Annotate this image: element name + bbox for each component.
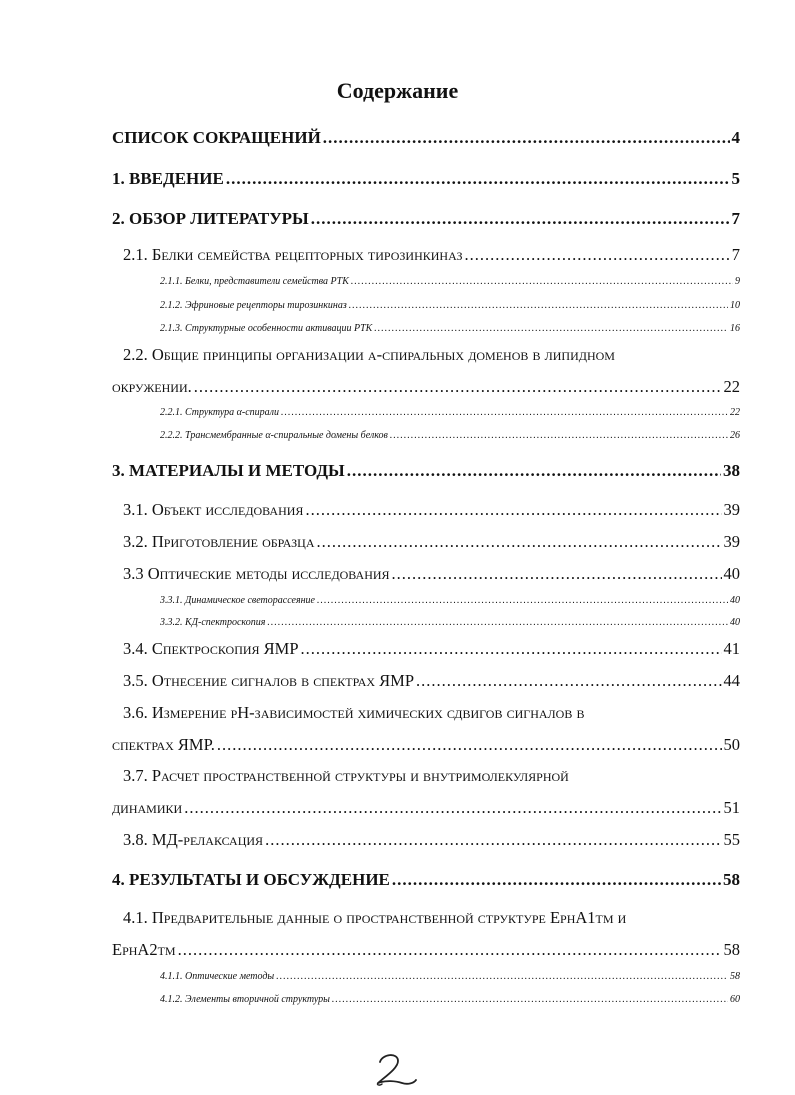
toc-entry: [160, 430, 740, 441]
toc-entry: [112, 209, 740, 229]
toc-entry-page: 58: [730, 971, 740, 982]
toc-entry-label: 2.1.1. Белки, представители семейства РТК: [160, 276, 349, 287]
toc-entry-page: 5: [731, 169, 740, 188]
toc-entry-label: СПИСОК СОКРАЩЕНИЙ: [112, 128, 321, 147]
toc-entry: [123, 245, 740, 265]
toc-entry-page: 7: [731, 245, 740, 264]
toc-entry-label: 3. МАТЕРИАЛЫ И МЕТОДЫ: [112, 461, 345, 480]
toc-entry-label: 2.2.1. Структура α-спирали: [160, 407, 280, 418]
toc-entry: [123, 532, 740, 552]
toc-entry: [160, 323, 740, 334]
dot-leader: [265, 830, 721, 850]
dot-leader: [281, 407, 728, 418]
handwritten-page-number: [372, 1050, 420, 1088]
dot-leader: [416, 671, 721, 691]
toc-entry-label: 3.3.1. Динамическое светорассеяние: [160, 595, 315, 606]
dot-leader: [374, 323, 728, 334]
toc-title: Содержание: [336, 78, 459, 103]
toc-entry: [160, 971, 740, 982]
toc-entry-label: 1. ВВЕДЕНИЕ: [112, 169, 224, 188]
toc-entry-label: EphA2tm: [112, 940, 176, 959]
toc-entry-label: 3.4. Спектроскопия ЯМР: [123, 639, 299, 658]
dot-leader: [194, 377, 722, 397]
dot-leader: [332, 994, 728, 1005]
toc-entry-label: 3.3.2. КД-спектроскопия: [160, 617, 266, 628]
toc-entry-label: 3.2. Приготовление образца: [123, 532, 315, 551]
toc-entry-page: 41: [723, 639, 740, 658]
toc-entry: [112, 940, 740, 960]
dot-leader: [217, 735, 722, 755]
dot-leader: [184, 798, 721, 818]
toc-entry: [123, 500, 740, 520]
toc-entry-page: 58: [723, 940, 740, 959]
toc-entry-page: 4: [731, 128, 740, 147]
toc-entry-page: 50: [723, 735, 740, 754]
toc-entry-page: 7: [731, 209, 740, 228]
toc-entry-page: 10: [730, 300, 740, 311]
toc-entry: [112, 169, 740, 189]
toc-entry-page: 40: [723, 564, 740, 583]
toc-entry-label-line1: 3.6. Измерение pH-зависимостей химических сдвигов сигналов в: [123, 703, 585, 722]
toc-entry: [112, 870, 740, 890]
toc-entry: [160, 300, 740, 311]
toc-entry: [123, 639, 740, 659]
toc-entry-label: 2.2.2. Трансмембранные α-спиральные домены белков: [160, 430, 388, 441]
toc-entry-page: 22: [723, 377, 740, 396]
dot-leader: [301, 639, 722, 659]
toc-entry-label: 2.1. Белки семейства рецепторных тирозинкиназ: [123, 245, 463, 264]
toc-entry-label: 3.8. МД-релаксация: [123, 830, 264, 849]
toc-entry: [123, 671, 740, 691]
toc-entry-page: 40: [730, 617, 740, 628]
toc-entry-page: 9: [735, 276, 740, 287]
dot-leader: [351, 276, 733, 287]
dot-leader: [392, 870, 721, 890]
toc-entry-page: 44: [723, 671, 740, 690]
toc-entry: [123, 830, 740, 850]
dot-leader: [276, 971, 728, 982]
toc-entry-page: 51: [723, 798, 740, 817]
toc-entry-page: 39: [723, 500, 740, 519]
dot-leader: [323, 128, 730, 148]
toc-entry-page: 58: [723, 870, 740, 889]
toc-entry-label-line1: 4.1. Предварительные данные о пространственной структуре EphA1tm и: [123, 908, 627, 927]
toc-entry-page: 40: [730, 595, 740, 606]
toc-entry-page: 38: [723, 461, 740, 480]
toc-entry: [112, 735, 740, 755]
toc-entry: [112, 128, 740, 148]
dot-leader: [178, 940, 722, 960]
dot-leader: [464, 245, 729, 265]
toc-entry-page: 26: [730, 430, 740, 441]
toc-entry-label-line1: 2.2. Общие принципы организации а-спиральных доменов в липидном: [123, 345, 615, 364]
toc-entry: [160, 595, 740, 606]
toc-entry-page: 60: [730, 994, 740, 1005]
toc-entry: [160, 407, 740, 418]
toc-entry: [160, 617, 740, 628]
toc-entry-label: 3.1. Объект исследования: [123, 500, 304, 519]
dot-leader: [349, 300, 728, 311]
dot-leader: [316, 532, 721, 552]
toc-entry-label: 4.1.1. Оптические методы: [160, 971, 275, 982]
toc-entry-label-line1: 3.7. Расчет пространственной структуры и внутримолекулярной: [123, 766, 569, 785]
toc-entry-label: окружении.: [112, 377, 192, 396]
dot-leader: [267, 617, 728, 628]
toc-entry-page: 22: [730, 407, 740, 418]
toc-entry-label: спектрах ЯМР.: [112, 735, 215, 754]
toc-entry-label: 3.5. Отнесение сигналов в спектрах ЯМР: [123, 671, 415, 690]
dot-leader: [392, 564, 722, 584]
toc-entry: [112, 377, 740, 397]
toc-entry-label: 3.3 Оптические методы исследования: [123, 564, 390, 583]
toc-entry-page: 55: [723, 830, 740, 849]
toc-entry: [112, 798, 740, 818]
dot-leader: [390, 430, 728, 441]
toc-entry: [160, 994, 740, 1005]
dot-leader: [317, 595, 728, 606]
toc-entry-page: 39: [723, 532, 740, 551]
toc-entry: [112, 461, 740, 481]
toc-entry-label: 2.1.2. Эфриновые рецепторы тирозинкиназ: [160, 300, 347, 311]
toc-entry-label: 2.1.3. Структурные особенности активации РТК: [160, 323, 373, 334]
dot-leader: [305, 500, 721, 520]
dot-leader: [311, 209, 730, 229]
dot-leader: [347, 461, 721, 481]
dot-leader: [226, 169, 730, 189]
toc-entry-page: 16: [730, 323, 740, 334]
toc-entry-label: 2. ОБЗОР ЛИТЕРАТУРЫ: [112, 209, 309, 228]
toc-entry: [123, 564, 740, 584]
toc-entry-label: динамики: [112, 798, 183, 817]
toc-entry-label: 4.1.2. Элементы вторичной структуры: [160, 994, 330, 1005]
toc-entry-label: 4. РЕЗУЛЬТАТЫ И ОБСУЖДЕНИЕ: [112, 870, 390, 889]
toc-entry: [160, 276, 740, 287]
